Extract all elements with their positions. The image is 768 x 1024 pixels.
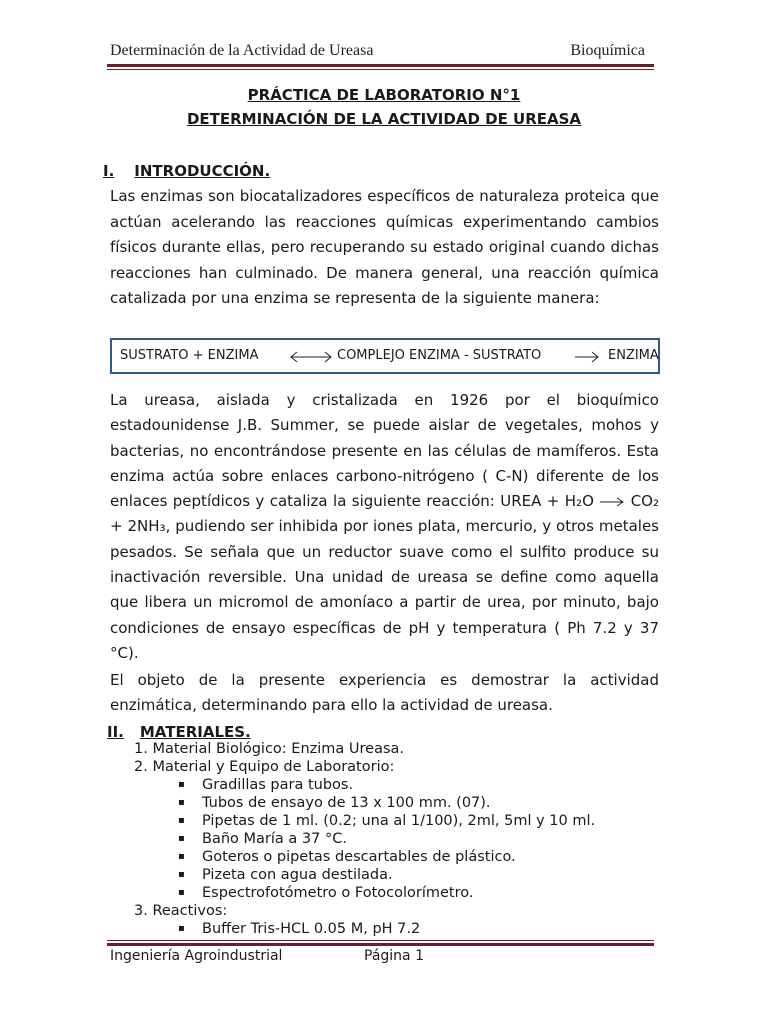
page-number: Página 1 xyxy=(364,948,424,964)
footer-rule-thin xyxy=(107,940,654,941)
equation-complex: COMPLEJO ENZIMA - SUSTRATO xyxy=(337,348,542,363)
section-heading-introduccion xyxy=(103,162,270,180)
list-text: Reactivos: xyxy=(152,903,228,919)
footer-left-text: Ingeniería Agroindustrial xyxy=(110,948,283,964)
list-text: Material Biológico: Enzima Ureasa. xyxy=(152,741,405,757)
bullet-icon: ▪ xyxy=(178,869,185,880)
list-item: Tubos de ensayo de 13 x 100 mm. (07). xyxy=(202,795,491,811)
list-item: Gradillas para tubos. xyxy=(202,777,354,793)
equation-reactants: SUSTRATO + ENZIMA xyxy=(120,348,259,363)
bullet-icon: ▪ xyxy=(178,851,185,862)
right-arrow-icon xyxy=(574,351,600,363)
double-arrow-icon xyxy=(288,351,334,363)
section-title: INTRODUCCIÓN. xyxy=(134,162,271,180)
header-rule-thin xyxy=(107,69,654,70)
bullet-icon: ▪ xyxy=(178,887,185,898)
bullet-icon: ▪ xyxy=(178,833,185,844)
intro-paragraph: Las enzimas son biocatalizadores específicos de naturaleza proteica que actúan acelerando las reacciones químicas experimentando cambios físicos durante ellas, pero recuperando su estado original cuando dichas reacciones han culminado. De manera general, una reacción química catalizada por una enzima se representa de la siguiente manera: xyxy=(110,187,659,308)
list-item: Pipetas de 1 ml. (0.2; una al 1/100), 2ml, 5ml y 10 ml. xyxy=(202,813,596,829)
header-rule xyxy=(107,64,654,67)
list-number: 2. xyxy=(134,759,148,775)
list-item: Goteros o pipetas descartables de plástico. xyxy=(202,849,516,865)
bullet-icon: ▪ xyxy=(178,779,185,790)
list-item xyxy=(134,758,394,776)
list-item xyxy=(134,902,227,920)
list-text: Material y Equipo de Laboratorio: xyxy=(152,759,395,775)
list-item xyxy=(134,740,404,758)
footer-rule xyxy=(107,943,654,946)
section-heading-materiales xyxy=(107,723,251,741)
reaction-equation-box xyxy=(110,338,660,374)
list-item: Espectrofotómetro o Fotocolorímetro. xyxy=(202,885,474,901)
bullet-icon: ▪ xyxy=(178,815,185,826)
header-right-text: Bioquímica xyxy=(570,42,645,59)
reaction-arrow-icon xyxy=(599,497,625,507)
practice-title: PRÁCTICA DE LABORATORIO N°1 xyxy=(247,86,521,104)
list-item: Buffer Tris-HCL 0.05 M, pH 7.2 xyxy=(202,921,421,937)
list-item: Pizeta con agua destilada. xyxy=(202,867,393,883)
equation-product: ENZIMA xyxy=(608,348,659,363)
ureasa-paragraph-part2: CO₂ + 2NH₃, pudiendo ser inhibida por iones plata, mercurio, y otros metales pesados. Se señala que un reductor suave como el sulfito produce su inactivación reversible. Una unidad de ureasa se define como aquella que libera un micromol de amoníaco a partir de urea, por minuto, bajo condiciones de ensayo específicas de pH y temperatura ( Ph 7.2 y 37 °C). xyxy=(110,492,659,662)
bullet-icon: ▪ xyxy=(178,923,185,934)
section-number: I. xyxy=(103,162,115,180)
ureasa-paragraph-part1: La ureasa, aislada y cristalizada en 1926 por el bioquímico estadounidense J.B. Summer, se puede aislar de vegetales, mohos y bacterias, no encontrándose presente en las células de mamíferos. Esta enzima actúa sobre enlaces carbono-nitrógeno ( C-N) diferente de los enlaces peptídicos y cataliza la siguiente reacción: UREA + H₂O xyxy=(110,391,659,511)
section-title: MATERIALES. xyxy=(139,723,251,741)
list-item: Baño María a 37 °C. xyxy=(202,831,347,847)
header-left-text: Determinación de la Actividad de Ureasa xyxy=(110,42,374,59)
section-number: II. xyxy=(107,723,124,741)
ureasa-paragraph xyxy=(110,388,659,666)
bullet-icon: ▪ xyxy=(178,797,185,808)
list-number: 3. xyxy=(134,903,148,919)
list-number: 1. xyxy=(134,741,148,757)
practice-subtitle: DETERMINACIÓN DE LA ACTIVIDAD DE UREASA xyxy=(186,110,582,128)
objective-paragraph: El objeto de la presente experiencia es demostrar la actividad enzimática, determinando para ello la actividad de ureasa. xyxy=(110,671,659,715)
